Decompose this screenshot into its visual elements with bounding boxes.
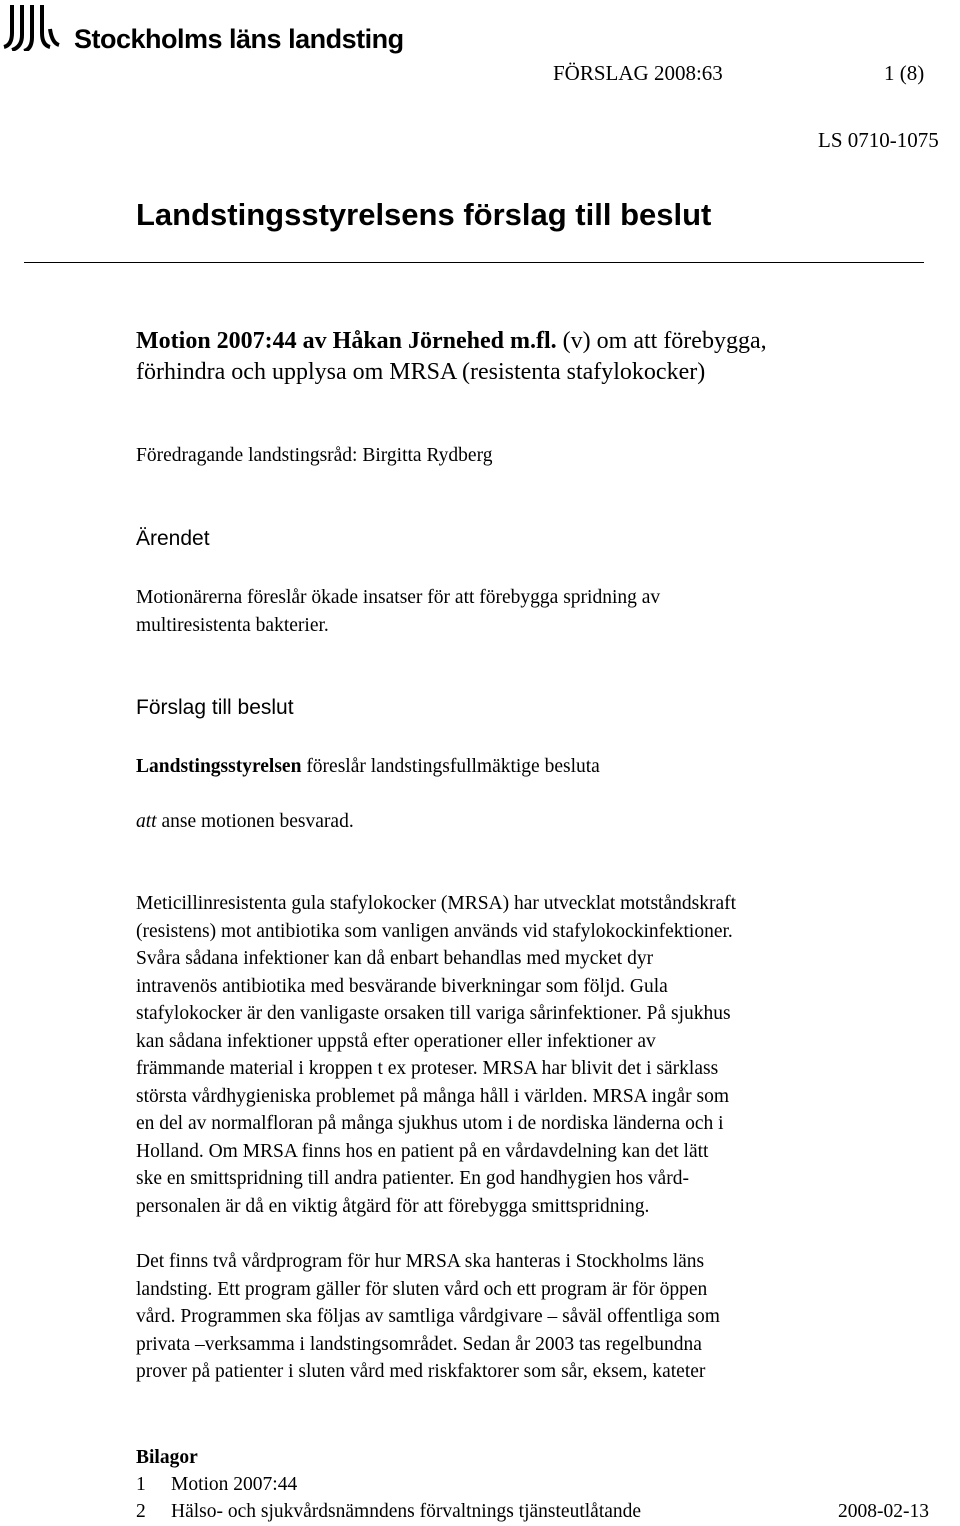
paragraph-line: intravenös antibiotika med besvärande biverkningar som följd. Gula [136, 975, 668, 997]
matter-text [136, 584, 936, 639]
paragraph-line: stafylokocker är den vanligaste orsaken till variga sårinfektioner. På sjukhus [136, 1003, 731, 1024]
att-decision: anse motionen besvarad. [156, 811, 354, 832]
paragraph-line: största vårdhygieniska problemet på många håll i världen. MRSA ingår som [136, 1085, 730, 1107]
rapporteur: Föredragande landstingsråd: Birgitta Rydberg [136, 445, 493, 466]
attachment-item [136, 1471, 936, 1498]
motion-title: Motion 2007:44 av Håkan Jörnehed m.fl. [136, 328, 557, 354]
paragraph-line: privata –verksamma i landstingsområdet. Sedan år 2003 tas regelbundna [136, 1333, 702, 1355]
organization-name: Stockholms läns landsting [74, 24, 404, 54]
motion-subject: förhindra och upplysa om MRSA (resistenta stafylokocker) [136, 359, 706, 385]
paragraph-line: vård. Programmen ska följas av samtliga vårdgivare – såväl offentliga som [136, 1306, 720, 1327]
page-title: Landstingsstyrelsens förslag till beslut [136, 197, 712, 232]
paragraph-line: Holland. Om MRSA finns hos en patient på en vårdavdelning kan det lätt [136, 1140, 709, 1162]
background-paragraph-1 [136, 890, 936, 1220]
matter-line: Motionärerna föreslår ökade insatser för att förebygga spridning av [136, 587, 661, 608]
paragraph-line: ske en smittspridning till andra patienter. En god handhygien hos vård- [136, 1168, 689, 1189]
board-proposal: föreslår landstingsfullmäktige besluta [301, 756, 600, 777]
paragraph-line: (resistens) mot antibiotika som vanligen används vid stafylokockinfektioner. [136, 920, 733, 942]
title-divider [24, 262, 924, 263]
attachment-number: 2 [136, 1501, 146, 1522]
reference-number: LS 0710-1075 [818, 128, 939, 152]
page-indicator: 1 (8) [884, 61, 925, 85]
sll-logo-icon [2, 3, 60, 51]
proposal-heading: Förslag till beslut [136, 696, 294, 719]
paragraph-line: Det finns två vårdprogram för hur MRSA ska hanteras i Stockholms läns [136, 1251, 705, 1272]
proposal-board-line [136, 753, 600, 781]
paragraph-line: Svåra sådana infektioner kan då enbart behandlas med mycket dyr [136, 948, 654, 969]
document-number: FÖRSLAG 2008:63 [553, 61, 723, 85]
paragraph-line: en del av normalfloran på många sjukhus utom i de nordiska länderna och i [136, 1113, 724, 1134]
motion-party: (v) om att förebygga, [556, 328, 767, 354]
attachment-title: Hälso- och sjukvårdsnämndens förvaltnings tjänsteutlåtande [171, 1501, 642, 1522]
paragraph-line: personalen är då en viktig åtgärd för att förebygga smittspridning. [136, 1195, 650, 1217]
matter-line: multiresistenta bakterier. [136, 614, 329, 636]
attachments-heading: Bilagor [136, 1447, 198, 1468]
attachment-number: 1 [136, 1474, 146, 1495]
paragraph-line: kan sådana infektioner uppstå efter operationer eller infektioner av [136, 1030, 656, 1052]
attachment-date: 2008-02-13 [838, 1501, 929, 1522]
background-paragraph-2 [136, 1248, 936, 1386]
paragraph-line: Meticillinresistenta gula stafylokocker (MRSA) har utvecklat motståndskraft [136, 893, 737, 914]
paragraph-line: prover på patienter i sluten vård med riskfaktorer som sår, eksem, kateter [136, 1361, 706, 1382]
motion-heading [136, 326, 936, 388]
matter-heading: Ärendet [136, 527, 210, 550]
attachment-title: Motion 2007:44 [171, 1474, 298, 1495]
proposal-att-line [136, 808, 354, 836]
att-keyword: att [136, 811, 157, 832]
attachment-item [136, 1498, 936, 1525]
board-name: Landstingsstyrelsen [136, 756, 302, 777]
paragraph-line: främmande material i kroppen t ex proteser. MRSA har blivit det i särklass [136, 1058, 719, 1079]
paragraph-line: landsting. Ett program gäller för sluten vård och ett program är för öppen [136, 1278, 708, 1300]
